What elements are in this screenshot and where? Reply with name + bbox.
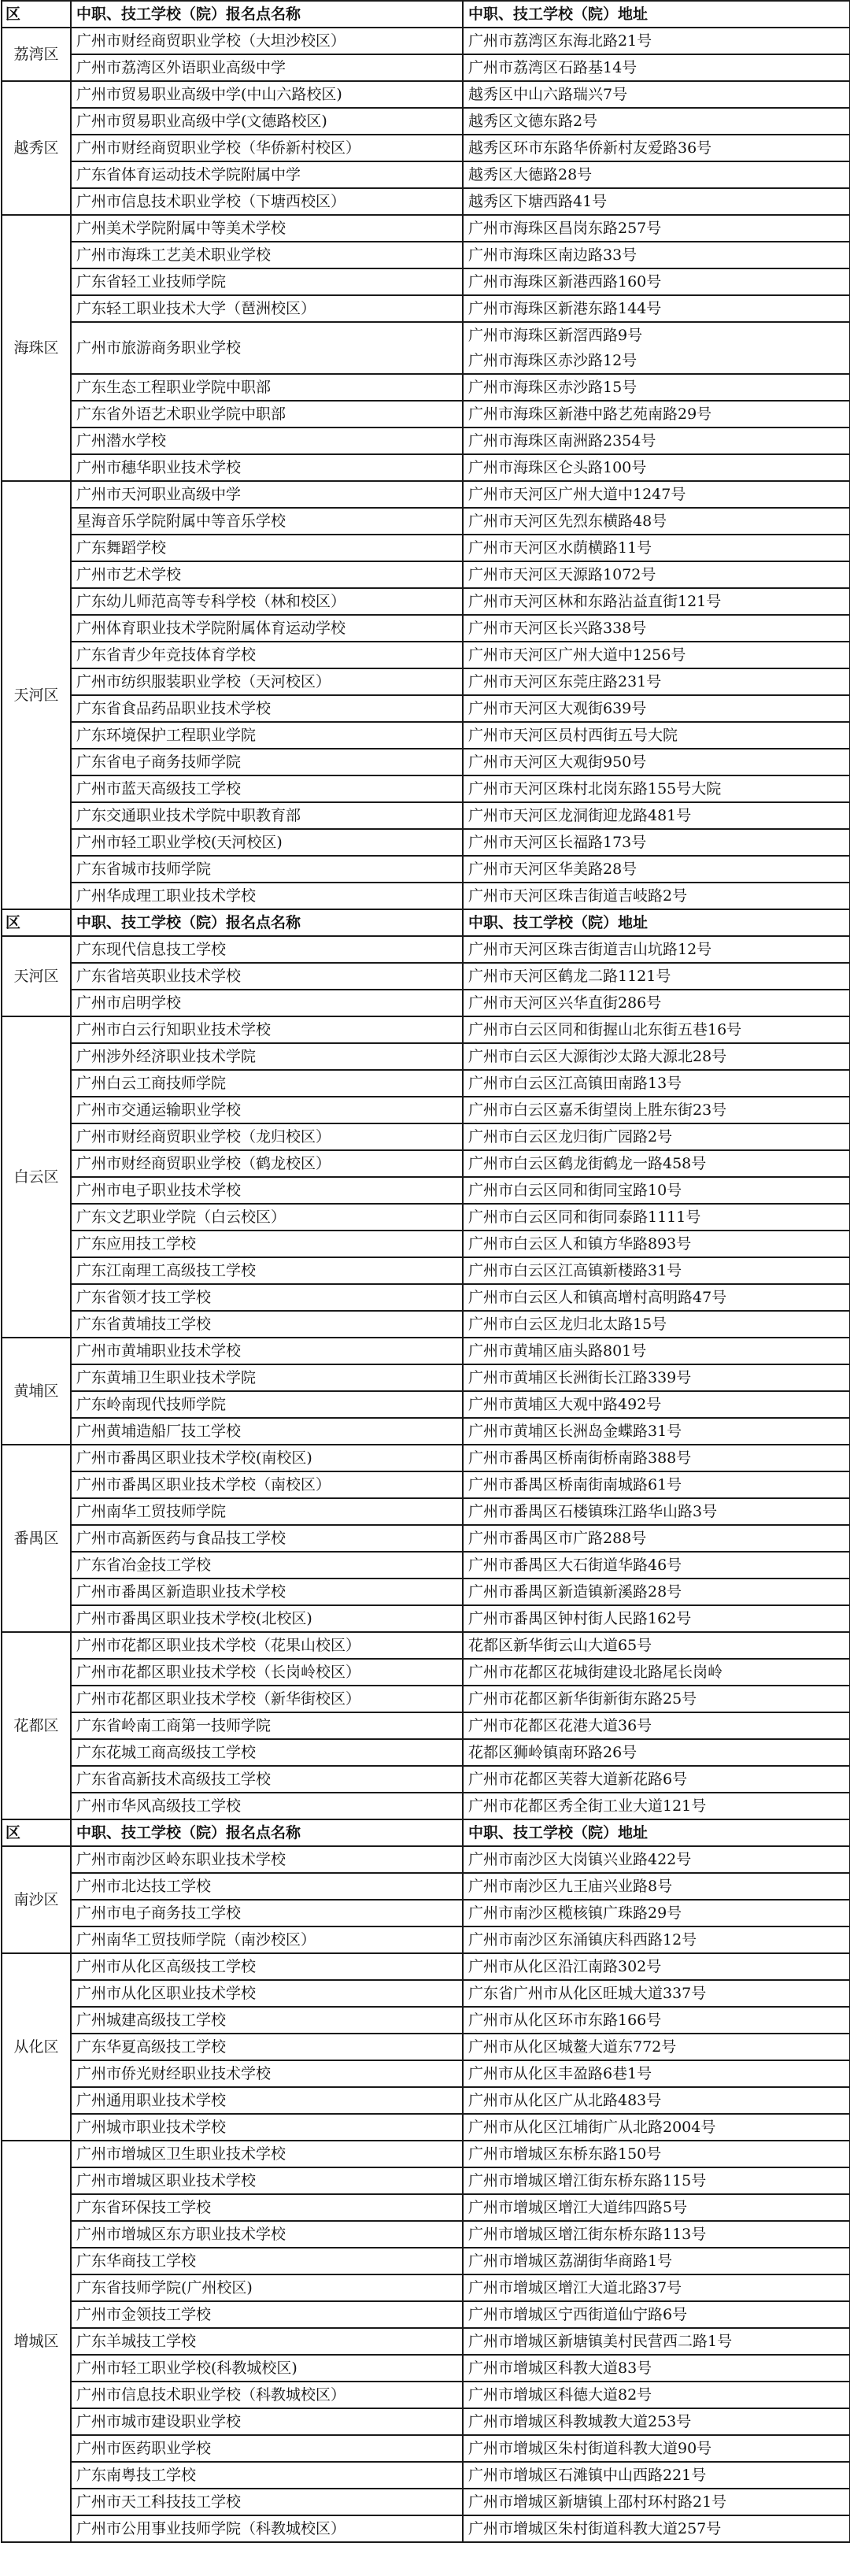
table-row: [2, 2221, 850, 2248]
table-row: [2, 1579, 850, 1605]
school-name-cell: 广州市财经商贸职业学校（大坦沙校区）: [71, 28, 463, 54]
school-address-cell: 广州市增城区增江大道北路37号: [463, 2274, 850, 2301]
school-name-cell: 广东省青少年竞技体育学校: [71, 642, 463, 668]
table-row: [2, 2060, 850, 2087]
school-address-cell: 广州市花都区花城街建设北路尾长岗岭: [463, 1659, 850, 1686]
school-name-cell: 广东交通职业技术学院中职教育部: [71, 802, 463, 829]
school-name-cell: 广州市纺织服装职业学校（天河校区）: [71, 668, 463, 695]
table-row: [2, 1070, 850, 1097]
school-name-cell: 广东文艺职业学院（白云校区）: [71, 1204, 463, 1231]
table-row: [2, 2141, 850, 2167]
school-name-cell: 广州市贸易职业高级中学(文德路校区): [71, 108, 463, 135]
school-address-cell: 广州市荔湾区东海北路21号: [463, 28, 850, 54]
school-name-cell: 广州市电子商务技工学校: [71, 1900, 463, 1926]
district-cell: 天河区: [2, 936, 71, 1016]
table-row: [2, 242, 850, 268]
school-name-cell: 星海音乐学院附属中等音乐学校: [71, 508, 463, 535]
school-name-cell: 广州市蓝天高级技工学校: [71, 775, 463, 802]
school-name-cell: 广州市财经商贸职业学校（鹤龙校区）: [71, 1150, 463, 1177]
table-row: [2, 990, 850, 1016]
school-address-cell: 广州市南沙区九王庙兴业路8号: [463, 1873, 850, 1900]
school-address-cell: 越秀区中山六路瑞兴7号: [463, 81, 850, 108]
school-name-cell: 广东省外语艺术职业学院中职部: [71, 401, 463, 427]
school-address-cell: 广州市海珠区南边路33号: [463, 242, 850, 268]
school-name-cell: 广州市黄埔职业技术学校: [71, 1338, 463, 1364]
table-row: [2, 1980, 850, 2007]
table-row: [2, 161, 850, 188]
school-address-cell: 广州市增城区荔湖街华商路1号: [463, 2248, 850, 2274]
table-row: [2, 2194, 850, 2221]
school-address-cell: 广州市天河区水荫横路11号: [463, 535, 850, 561]
school-name-cell: 广州市医药职业学校: [71, 2435, 463, 2462]
header-district: 区: [2, 1819, 71, 1846]
table-row: [2, 829, 850, 856]
school-name-cell: 广州市信息技术职业学校（下塘西校区）: [71, 188, 463, 215]
table-row: [2, 1311, 850, 1338]
table-row: [2, 135, 850, 161]
school-address-cell: 广州市番禺区石楼镇珠江路华山路3号: [463, 1498, 850, 1525]
school-address-cell: 广州市天河区广州大道中1247号: [463, 481, 850, 508]
school-name-cell: 广州市轻工职业学校(天河校区): [71, 829, 463, 856]
table-row: [2, 963, 850, 990]
school-address-cell: 广州市增城区科教城教大道253号: [463, 2408, 850, 2435]
school-name-cell: 广州市天工科技技工学校: [71, 2489, 463, 2515]
table-row: [2, 2301, 850, 2328]
school-name-cell: 广东生态工程职业学院中职部: [71, 374, 463, 401]
table-row: [2, 215, 850, 242]
school-address-cell: 广州市从化区沿江南路302号: [463, 1953, 850, 1980]
school-address-cell: 广州市海珠区新港东路144号: [463, 295, 850, 322]
header-school: 中职、技工学校（院）报名点名称: [71, 1, 463, 28]
school-address-cell: 广州市从化区江埔街广从北路2004号: [463, 2114, 850, 2141]
school-name-cell: 广州市番禺区新造职业技术学校: [71, 1579, 463, 1605]
table-row: [2, 1686, 850, 1712]
table-row: [2, 802, 850, 829]
school-name-cell: 广州市金领技工学校: [71, 2301, 463, 2328]
table-row: [2, 1364, 850, 1391]
school-name-cell: 广东省环保技工学校: [71, 2194, 463, 2221]
table-row: [2, 1498, 850, 1525]
table-row: [2, 775, 850, 802]
header-address: 中职、技工学校（院）地址: [463, 1819, 850, 1846]
school-name-cell: 广东华夏高级技工学校: [71, 2034, 463, 2060]
school-name-cell: 广州市荔湾区外语职业高级中学: [71, 54, 463, 81]
table-row: [2, 2515, 850, 2542]
header-row: [2, 909, 850, 936]
school-name-cell: 广州市花都区职业技术学校（新华街校区）: [71, 1686, 463, 1712]
school-address-cell: 花都区新华街云山大道65号: [463, 1632, 850, 1659]
table-row: [2, 1043, 850, 1070]
school-address-cell: 越秀区大德路28号: [463, 161, 850, 188]
school-name-cell: 广州南华工贸技师学院（南沙校区）: [71, 1926, 463, 1953]
school-name-cell: 广州城建高级技工学校: [71, 2007, 463, 2034]
school-name-cell: 广州白云工商技师学院: [71, 1070, 463, 1097]
school-address-cell: 广州市白云区大源街沙太路大源北28号: [463, 1043, 850, 1070]
table-row: [2, 1123, 850, 1150]
table-row: [2, 1846, 850, 1873]
school-address-cell: 广州市南沙区东涌镇庆科西路12号: [463, 1926, 850, 1953]
table-row: [2, 1391, 850, 1418]
table-row: [2, 54, 850, 81]
school-name-cell: 广东省城市技师学院: [71, 856, 463, 883]
header-district: 区: [2, 1, 71, 28]
school-name-cell: 广州市天河职业高级中学: [71, 481, 463, 508]
school-address-cell: 广州市增城区石滩镇中山西路221号: [463, 2462, 850, 2489]
school-name-cell: 广州市花都区职业技术学校（花果山校区）: [71, 1632, 463, 1659]
school-name-cell: 广州市财经商贸职业学校（龙归校区）: [71, 1123, 463, 1150]
table-row: [2, 2114, 850, 2141]
district-cell: 花都区: [2, 1632, 71, 1819]
table-row: [2, 1257, 850, 1284]
school-name-cell: 广东省食品药品职业技术学校: [71, 695, 463, 722]
table-row: [2, 268, 850, 295]
school-name-cell: 广东省培英职业技术学校: [71, 963, 463, 990]
school-address-cell: 广州市天河区东莞庄路231号: [463, 668, 850, 695]
school-address-cell: 广州市增城区增江大道纬四路5号: [463, 2194, 850, 2221]
school-address-cell: 广州市天河区华美路28号: [463, 856, 850, 883]
school-address-cell: 广州市花都区芙蓉大道新花路6号: [463, 1766, 850, 1793]
table-row: [2, 1766, 850, 1793]
table-row: [2, 1525, 850, 1552]
school-name-cell: 广东省黄埔技工学校: [71, 1311, 463, 1338]
school-name-cell: 广州华成理工职业技术学校: [71, 883, 463, 909]
school-address-cell: 广州市白云区江高镇新楼路31号: [463, 1257, 850, 1284]
school-address-cell: 广州市从化区丰盈路6巷1号: [463, 2060, 850, 2087]
school-name-cell: 广州市番禺区职业技术学校(南校区): [71, 1445, 463, 1471]
school-table-body: [2, 1, 850, 2542]
school-name-cell: 广州市番禺区职业技术学校（南校区）: [71, 1471, 463, 1498]
school-name-cell: 广州市城市建设职业学校: [71, 2408, 463, 2435]
table-row: [2, 295, 850, 322]
school-name-cell: 广州城市职业技术学校: [71, 2114, 463, 2141]
school-name-cell: 广州市穗华职业技术学校: [71, 454, 463, 481]
school-name-cell: 广州市白云行知职业技术学校: [71, 1016, 463, 1043]
table-row: [2, 28, 850, 54]
school-name-cell: 广州市高新医药与食品技工学校: [71, 1525, 463, 1552]
table-row: [2, 1231, 850, 1257]
school-name-cell: 广东省冶金技工学校: [71, 1552, 463, 1579]
table-row: [2, 1150, 850, 1177]
school-address-cell: 广州市白云区江高镇田南路13号: [463, 1070, 850, 1097]
school-address-cell: 广州市天河区珠吉街道吉山坑路12号: [463, 936, 850, 963]
school-name-cell: 广州市电子职业技术学校: [71, 1177, 463, 1204]
school-address-cell: 广州市南沙区大岗镇兴业路422号: [463, 1846, 850, 1873]
school-address-cell: 广州市海珠区新港西路160号: [463, 268, 850, 295]
school-address-cell: 广州市番禺区市广路288号: [463, 1525, 850, 1552]
table-row: [2, 1471, 850, 1498]
district-cell: 从化区: [2, 1953, 71, 2141]
school-name-cell: 广州市信息技术职业学校（科教城校区）: [71, 2382, 463, 2408]
school-address-cell: 广州市天河区珠吉街道吉岐路2号: [463, 883, 850, 909]
table-row: [2, 2382, 850, 2408]
school-address-cell: 广州市番禺区钟村街人民路162号: [463, 1605, 850, 1632]
table-row: [2, 188, 850, 215]
school-address-cell: 广州市天河区兴华直街286号: [463, 990, 850, 1016]
table-row: [2, 2489, 850, 2515]
table-row: [2, 1338, 850, 1364]
school-name-cell: 广州黄埔造船厂技工学校: [71, 1418, 463, 1445]
school-name-cell: 广东舞蹈学校: [71, 535, 463, 561]
school-name-cell: 广州市增城区卫生职业技术学校: [71, 2141, 463, 2167]
school-address-cell: 广州市南沙区榄核镇广珠路29号: [463, 1900, 850, 1926]
school-name-cell: 广东省岭南工商第一技师学院: [71, 1712, 463, 1739]
table-row: [2, 508, 850, 535]
school-address-cell: 广州市天河区珠村北岗东路155号大院: [463, 775, 850, 802]
school-address-cell: 广州市番禺区桥南街南城路61号: [463, 1471, 850, 1498]
table-row: [2, 1739, 850, 1766]
school-name-cell: 广州市艺术学校: [71, 561, 463, 588]
table-row: [2, 401, 850, 427]
school-address-cell: 广州市从化区环市东路166号: [463, 2007, 850, 2034]
school-name-cell: 广州通用职业技术学校: [71, 2087, 463, 2114]
school-address-cell: 广州市黄埔区长洲街长江路339号: [463, 1364, 850, 1391]
table-row: [2, 2328, 850, 2355]
table-row: [2, 1284, 850, 1311]
school-address-cell: 广州市天河区长兴路338号: [463, 615, 850, 642]
school-table: [1, 0, 850, 2543]
school-address-cell: 广州市天河区长福路173号: [463, 829, 850, 856]
school-address-cell: 广州市海珠区新滘西路9号 广州市海珠区赤沙路12号: [463, 322, 850, 374]
school-name-cell: 广东华商技工学校: [71, 2248, 463, 2274]
school-address-cell: 广州市增城区科德大道82号: [463, 2382, 850, 2408]
table-row: [2, 1793, 850, 1819]
table-row: [2, 722, 850, 749]
school-name-cell: 广东南粤技工学校: [71, 2462, 463, 2489]
table-row: [2, 1204, 850, 1231]
school-name-cell: 广州市从化区职业技术学校: [71, 1980, 463, 2007]
school-name-cell: 广州市北达技工学校: [71, 1873, 463, 1900]
district-cell: 海珠区: [2, 215, 71, 481]
table-row: [2, 2087, 850, 2114]
table-row: [2, 1177, 850, 1204]
school-address-cell: 广东省广州市从化区旺城大道337号: [463, 1980, 850, 2007]
district-cell: 白云区: [2, 1016, 71, 1338]
school-name-cell: 广州美术学院附属中等美术学校: [71, 215, 463, 242]
school-address-cell: 广州市黄埔区庙头路801号: [463, 1338, 850, 1364]
table-row: [2, 427, 850, 454]
school-name-cell: 广州市财经商贸职业学校（华侨新村校区）: [71, 135, 463, 161]
school-address-cell: 广州市荔湾区石路基14号: [463, 54, 850, 81]
school-address-cell: 广州市海珠区新港中路艺苑南路29号: [463, 401, 850, 427]
school-name-cell: 广东轻工职业技术大学（琶洲校区）: [71, 295, 463, 322]
table-row: [2, 481, 850, 508]
school-address-cell: 广州市增城区增江街东桥东路115号: [463, 2167, 850, 2194]
table-row: [2, 1097, 850, 1123]
school-address-cell: 广州市从化区广从北路483号: [463, 2087, 850, 2114]
school-address-cell: 广州市增城区朱村街道科教大道90号: [463, 2435, 850, 2462]
district-cell: 黄埔区: [2, 1338, 71, 1445]
school-address-cell: 广州市天河区天源路1072号: [463, 561, 850, 588]
school-address-cell: 广州市白云区同和街同泰路1111号: [463, 1204, 850, 1231]
table-row: [2, 1926, 850, 1953]
school-address-cell: 广州市海珠区赤沙路15号: [463, 374, 850, 401]
school-address-cell: 广州市海珠区昌岗东路257号: [463, 215, 850, 242]
table-row: [2, 936, 850, 963]
school-address-cell: 广州市增城区朱村街道科教大道257号: [463, 2515, 850, 2542]
table-row: [2, 1445, 850, 1471]
school-name-cell: 广州市从化区高级技工学校: [71, 1953, 463, 1980]
school-address-cell: 花都区狮岭镇南环路26号: [463, 1739, 850, 1766]
school-name-cell: 广州市番禺区职业技术学校(北校区): [71, 1605, 463, 1632]
school-address-cell: 广州市番禺区大石街道华路46号: [463, 1552, 850, 1579]
school-name-cell: 广州市启明学校: [71, 990, 463, 1016]
school-address-cell: 广州市番禺区新造镇新溪路28号: [463, 1579, 850, 1605]
district-cell: 增城区: [2, 2141, 71, 2542]
school-address-cell: 越秀区下塘西路41号: [463, 188, 850, 215]
school-address-cell: 广州市番禺区桥南街桥南路388号: [463, 1445, 850, 1471]
school-name-cell: 广东省轻工业技师学院: [71, 268, 463, 295]
school-name-cell: 广东省领才技工学校: [71, 1284, 463, 1311]
district-cell: 天河区: [2, 481, 71, 909]
school-address-cell: 广州市海珠区仑头路100号: [463, 454, 850, 481]
school-name-cell: 广州市海珠工艺美术职业学校: [71, 242, 463, 268]
school-address-cell: 广州市增城区新塘镇上邵村环村路21号: [463, 2489, 850, 2515]
school-name-cell: 广州市南沙区岭东职业技术学校: [71, 1846, 463, 1873]
school-name-cell: 广东省体育运动技术学院附属中学: [71, 161, 463, 188]
district-cell: 荔湾区: [2, 28, 71, 81]
school-address-cell: 广州市增城区宁西街道仙宁路6号: [463, 2301, 850, 2328]
header-district: 区: [2, 909, 71, 936]
school-address-cell: 广州市天河区大观街950号: [463, 749, 850, 775]
table-row: [2, 615, 850, 642]
school-name-cell: 广州市华风高级技工学校: [71, 1793, 463, 1819]
table-row: [2, 108, 850, 135]
school-address-cell: 广州市白云区鹤龙街鹤龙一路458号: [463, 1150, 850, 1177]
school-name-cell: 广东省电子商务技师学院: [71, 749, 463, 775]
table-row: [2, 749, 850, 775]
table-row: [2, 1605, 850, 1632]
school-address-cell: 越秀区环市东路华侨新村友爱路36号: [463, 135, 850, 161]
school-name-cell: 广东省高新技术高级技工学校: [71, 1766, 463, 1793]
table-row: [2, 2355, 850, 2382]
table-row: [2, 1659, 850, 1686]
school-address-cell: 广州市天河区鹤龙二路1121号: [463, 963, 850, 990]
district-cell: 番禺区: [2, 1445, 71, 1632]
school-name-cell: 广东应用技工学校: [71, 1231, 463, 1257]
school-address-cell: 广州市白云区龙归北太路15号: [463, 1311, 850, 1338]
table-row: [2, 2408, 850, 2435]
table-row: [2, 454, 850, 481]
school-address-cell: 广州市白云区龙归街广园路2号: [463, 1123, 850, 1150]
table-row: [2, 1016, 850, 1043]
school-address-cell: 广州市增城区东桥东路150号: [463, 2141, 850, 2167]
table-row: [2, 2034, 850, 2060]
school-name-cell: 广州南华工贸技师学院: [71, 1498, 463, 1525]
table-row: [2, 2462, 850, 2489]
school-address-cell: 广州市天河区龙洞街迎龙路481号: [463, 802, 850, 829]
school-name-cell: 广东环境保护工程职业学院: [71, 722, 463, 749]
table-row: [2, 1873, 850, 1900]
school-address-cell: 广州市天河区大观街639号: [463, 695, 850, 722]
table-row: [2, 561, 850, 588]
table-row: [2, 81, 850, 108]
school-address-cell: 广州市花都区花港大道36号: [463, 1712, 850, 1739]
school-name-cell: 广东江南理工高级技工学校: [71, 1257, 463, 1284]
table-row: [2, 642, 850, 668]
school-name-cell: 广东现代信息技工学校: [71, 936, 463, 963]
table-row: [2, 1953, 850, 1980]
header-row: [2, 1819, 850, 1846]
school-address-cell: 广州市增城区科教大道83号: [463, 2355, 850, 2382]
school-name-cell: 广州市轻工职业学校(科教城校区): [71, 2355, 463, 2382]
school-address-cell: 越秀区文德东路2号: [463, 108, 850, 135]
school-name-cell: 广州市花都区职业技术学校（长岗岭校区）: [71, 1659, 463, 1686]
school-name-cell: 广州体育职业技术学院附属体育运动学校: [71, 615, 463, 642]
table-row: [2, 1900, 850, 1926]
district-cell: 南沙区: [2, 1846, 71, 1953]
school-address-cell: 广州市白云区同和街同宝路10号: [463, 1177, 850, 1204]
school-address-cell: 广州市从化区城鳌大道东772号: [463, 2034, 850, 2060]
school-name-cell: 广州潜水学校: [71, 427, 463, 454]
header-school: 中职、技工学校（院）报名点名称: [71, 1819, 463, 1846]
table-row: [2, 856, 850, 883]
school-name-cell: 广东羊城技工学校: [71, 2328, 463, 2355]
table-row: [2, 1552, 850, 1579]
table-row: [2, 1712, 850, 1739]
school-address-cell: 广州市白云区人和镇方华路893号: [463, 1231, 850, 1257]
table-row: [2, 668, 850, 695]
school-name-cell: 广州涉外经济职业技术学院: [71, 1043, 463, 1070]
table-row: [2, 883, 850, 909]
school-address-cell: 广州市花都区秀全街工业大道121号: [463, 1793, 850, 1819]
school-name-cell: 广州市侨光财经职业技术学校: [71, 2060, 463, 2087]
table-row: [2, 535, 850, 561]
school-address-cell: 广州市天河区员村西街五号大院: [463, 722, 850, 749]
school-name-cell: 广东花城工商高级技工学校: [71, 1739, 463, 1766]
header-row: [2, 1, 850, 28]
school-name-cell: 广州市交通运输职业学校: [71, 1097, 463, 1123]
table-row: [2, 374, 850, 401]
table-row: [2, 1632, 850, 1659]
school-address-cell: 广州市增城区增江街东桥东路113号: [463, 2221, 850, 2248]
school-address-cell: 广州市白云区嘉禾街望岗上胜东街23号: [463, 1097, 850, 1123]
header-school: 中职、技工学校（院）报名点名称: [71, 909, 463, 936]
table-row: [2, 2248, 850, 2274]
school-name-cell: 广州市贸易职业高级中学(中山六路校区): [71, 81, 463, 108]
header-address: 中职、技工学校（院）地址: [463, 909, 850, 936]
table-row: [2, 695, 850, 722]
school-address-cell: 广州市白云区同和街握山北东街五巷16号: [463, 1016, 850, 1043]
school-name-cell: 广东幼儿师范高等专科学校（林和校区）: [71, 588, 463, 615]
school-name-cell: 广州市旅游商务职业学校: [71, 322, 463, 374]
table-row: [2, 588, 850, 615]
header-address: 中职、技工学校（院）地址: [463, 1, 850, 28]
school-name-cell: 广州市公用事业技师学院（科教城校区）: [71, 2515, 463, 2542]
school-name-cell: 广东岭南现代技师学院: [71, 1391, 463, 1418]
school-address-cell: 广州市花都区新华街新街东路25号: [463, 1686, 850, 1712]
school-address-cell: 广州市黄埔区大观中路492号: [463, 1391, 850, 1418]
school-name-cell: 广东黄埔卫生职业技术学院: [71, 1364, 463, 1391]
school-name-cell: 广州市增城区东方职业技术学校: [71, 2221, 463, 2248]
school-address-cell: 广州市海珠区南洲路2354号: [463, 427, 850, 454]
school-address-cell: 广州市天河区林和东路沾益直街121号: [463, 588, 850, 615]
table-row: [2, 1418, 850, 1445]
table-row: [2, 2167, 850, 2194]
district-cell: 越秀区: [2, 81, 71, 215]
school-address-cell: 广州市增城区新塘镇美村民营西二路1号: [463, 2328, 850, 2355]
table-row: [2, 322, 850, 374]
school-name-cell: 广州市增城区职业技术学校: [71, 2167, 463, 2194]
school-name-cell: 广东省技师学院(广州校区): [71, 2274, 463, 2301]
school-address-cell: 广州市白云区人和镇高增村高明路47号: [463, 1284, 850, 1311]
school-address-cell: 广州市天河区广州大道中1256号: [463, 642, 850, 668]
school-address-cell: 广州市黄埔区长洲岛金蝶路31号: [463, 1418, 850, 1445]
table-row: [2, 2007, 850, 2034]
table-row: [2, 2435, 850, 2462]
table-row: [2, 2274, 850, 2301]
school-address-cell: 广州市天河区先烈东横路48号: [463, 508, 850, 535]
